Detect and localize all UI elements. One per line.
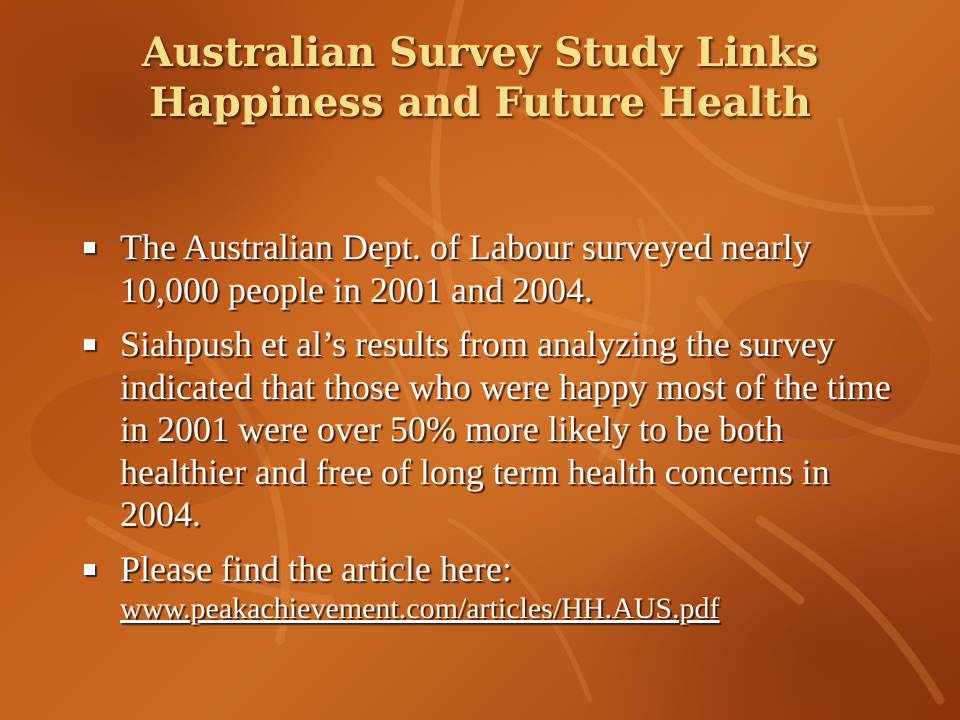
bullet-item [80, 323, 900, 536]
square-bullet-icon [84, 339, 95, 350]
square-bullet-icon [84, 564, 95, 575]
bullet-item [80, 226, 900, 311]
bullet-list [80, 226, 900, 640]
bullet-text: Siahpush et al’s results from analyzing the survey indicated that those who were happy most of the time in 2001 were over 50% more likely to be both healthier and free of long term health concerns in 2004. [120, 324, 891, 534]
title-line-1: Australian Survey Study Links [141, 29, 819, 76]
title-line-2: Happiness and Future Health [149, 79, 811, 126]
bullet-item [80, 548, 900, 629]
bullet-text: The Australian Dept. of Labour surveyed nearly 10,000 people in 2001 and 2004. [120, 227, 811, 310]
bullet-text: Please find the article here: [120, 548, 512, 589]
square-bullet-icon [84, 242, 95, 253]
article-link[interactable]: www.peakachievement.com/articles/HH.AUS.pdf [120, 592, 720, 625]
slide-title [40, 28, 920, 128]
